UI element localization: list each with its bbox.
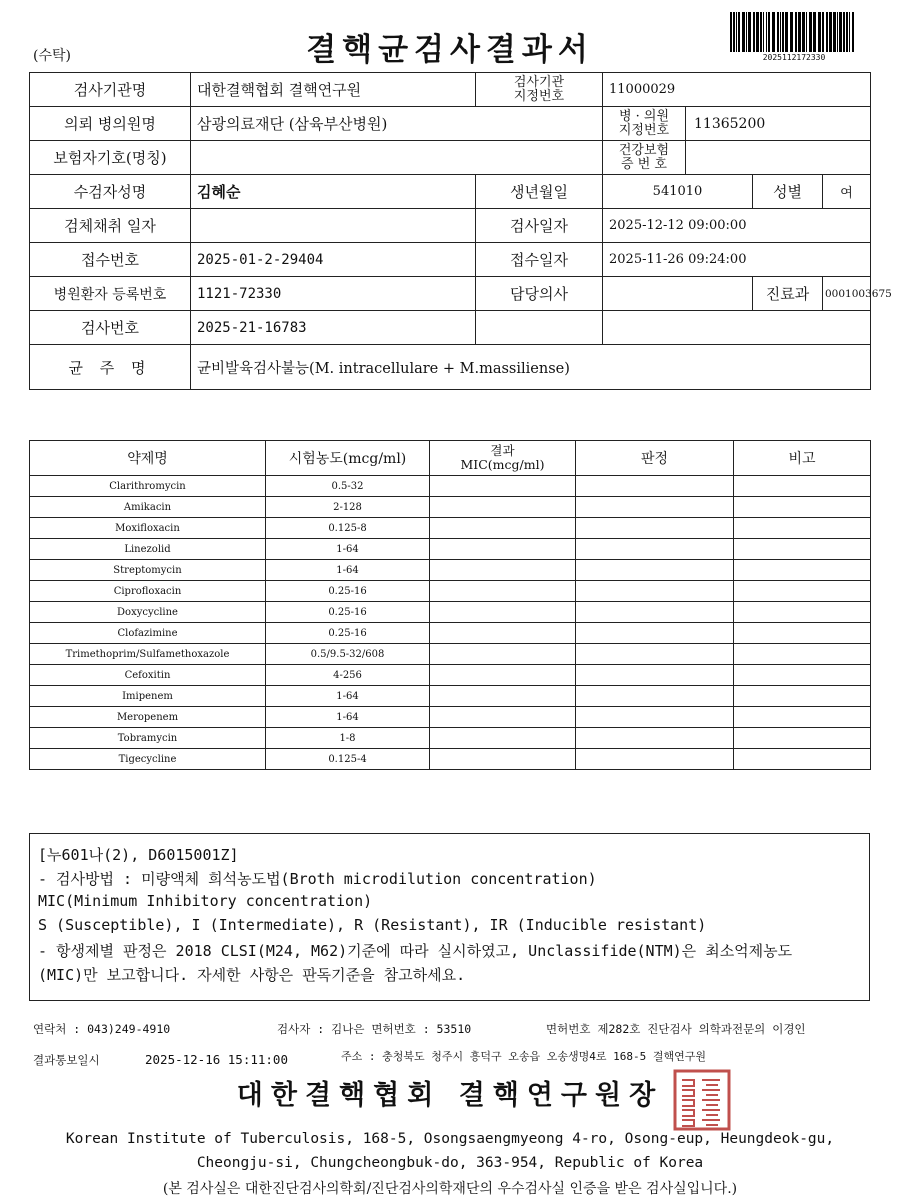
certification-text: (본 검사실은 대한진단검사의학회/진단검사의학재단의 우수검사실 인증을 받은 검사실입니다.) [162,1181,738,1197]
sex-label: 성별 [753,175,823,209]
drug-cell-mic [430,518,576,539]
report-label: 결과통보일시 [33,1053,100,1067]
test-date-value: 2025-12-12 09:00:00 [603,209,871,243]
drug-row [30,644,871,665]
drug-cell-remark [734,476,871,497]
drug-row [30,560,871,581]
receipt-date-label: 접수일자 [476,243,603,277]
drug-cell-mic [430,539,576,560]
drug-cell-conc: 1-64 [266,707,430,728]
drug-cell-mic [430,728,576,749]
report-time: 2025-12-16 15:11:00 [145,1052,288,1067]
patient-info-table [29,72,892,390]
note-line: - 검사방법 : 미량액체 희석농도법(Broth microdilution concentration) [38,870,597,888]
sex-value: 여 [823,175,871,209]
drug-cell-remark [734,686,871,707]
info-row-insurer [30,141,871,175]
barcode-image [730,12,858,52]
birth-value: 541010 [603,175,753,209]
drug-cell-conc: 1-64 [266,539,430,560]
drug-cell-drug: Streptomycin [30,560,266,581]
test-no-blank-2 [603,311,871,345]
contact-text: 연락처 : 043)249-4910 [33,1022,171,1036]
drug-cell-mic [430,581,576,602]
drug-cell-interp [576,476,734,497]
health-label: 건강보험 증 번 호 [603,141,686,174]
drug-row [30,497,871,518]
drug-cell-interp [576,560,734,581]
inst-code-label: 검사기관 지정번호 [476,73,603,107]
info-row-collect [30,209,871,243]
drug-cell-interp [576,749,734,770]
drug-cell-conc: 4-256 [266,665,430,686]
insurer-label: 보험자기호(명칭) [30,141,191,175]
patient-value: 김혜순 [191,175,476,209]
drug-cell-interp [576,707,734,728]
tester-text: 검사자 : 김나은 면허번호 : 53510 [277,1022,472,1036]
drug-row [30,476,871,497]
test-date-label: 검사일자 [476,209,603,243]
drug-cell-drug: Doxycycline [30,602,266,623]
conc-header: 시험농도(mcg/ml) [266,441,430,476]
drug-cell-conc: 0.125-8 [266,518,430,539]
info-row-hospital [30,107,871,141]
drug-cell-drug: Cefoxitin [30,665,266,686]
note-line: S (Susceptible), I (Intermediate), R (Resistant), IR (Inducible resistant) [38,916,707,934]
drug-cell-drug: Tigecycline [30,749,266,770]
test-no-value: 2025-21-16783 [191,311,476,345]
drug-cell-mic [430,707,576,728]
drug-cell-drug: Imipenem [30,686,266,707]
drug-susceptibility-table [29,440,871,770]
drug-cell-remark [734,539,871,560]
drug-cell-drug: Linezolid [30,539,266,560]
hosp-label: 의뢰 병의원명 [30,107,191,141]
drug-cell-mic [430,644,576,665]
collect-label: 검체채취 일자 [30,209,191,243]
drug-cell-conc: 2-128 [266,497,430,518]
official-seal-stamp [672,1068,732,1132]
drug-cell-remark [734,665,871,686]
drug-cell-mic [430,686,576,707]
interp-header: 판정 [576,441,734,476]
drug-cell-mic [430,476,576,497]
health-cell [603,141,871,175]
dept-value: 0001003675 [823,277,871,311]
test-no-label: 검사번호 [30,311,191,345]
drug-cell-conc: 0.25-16 [266,623,430,644]
info-row-patient [30,175,871,209]
drug-cell-drug: Amikacin [30,497,266,518]
drug-cell-interp [576,602,734,623]
document-title: 결핵균검사결과서 [306,32,594,68]
copy-mark: (수탁) [33,48,71,64]
drug-row [30,602,871,623]
drug-cell-interp [576,581,734,602]
drug-row [30,623,871,644]
drug-cell-drug: Clarithromycin [30,476,266,497]
drug-cell-remark [734,749,871,770]
drug-cell-mic [430,623,576,644]
info-row-test-no [30,311,871,345]
address-text: 주소 : 충청북도 청주시 흥덕구 오송읍 오송생명4로 168-5 결핵연구원 [341,1050,706,1063]
birth-label: 생년월일 [476,175,603,209]
specialist-text: 면허번호 제282호 진단검사 의학과전문의 이경인 [546,1022,806,1036]
reg-label: 병원환자 등록번호 [30,277,191,311]
reg-value: 1121-72330 [191,277,476,311]
drug-cell-mic [430,749,576,770]
drug-cell-remark [734,644,871,665]
doctor-label: 담당의사 [476,277,603,311]
drug-cell-conc: 0.5/9.5-32/608 [266,644,430,665]
organism-value: 균비발육검사불능(M. intracellulare + M.massiliense) [191,345,871,390]
doctor-value [603,277,753,311]
drug-header-row [30,441,871,476]
dept-label: 진료과 [753,277,823,311]
note-line: - 항생제별 판정은 2018 CLSI(M24, M62)기준에 따라 실시하였고, Unclassifide(NTM)은 최소억제농도 [38,942,793,960]
drug-cell-interp [576,644,734,665]
drug-row [30,707,871,728]
organism-label: 균 주 명 [30,345,191,390]
drug-row [30,518,871,539]
drug-cell-mic [430,602,576,623]
info-row-organism [30,345,871,390]
info-row-receipt [30,243,871,277]
drug-cell-conc: 0.125-4 [266,749,430,770]
drug-cell-drug: Tobramycin [30,728,266,749]
barcode-number: 2025112172330 [762,53,826,62]
drug-cell-remark [734,623,871,644]
drug-cell-remark [734,581,871,602]
drug-cell-drug: Clofazimine [30,623,266,644]
english-address-line-2: Cheongju-si, Chungcheongbuk-do, 363-954, Republic of Korea [196,1155,704,1171]
drug-cell-remark [734,560,871,581]
hosp-code-label: 병 · 의원 지정번호 [603,107,686,140]
patient-label: 수검자성명 [30,175,191,209]
note-line: MIC(Minimum Inhibitory concentration) [38,892,373,910]
drug-cell-remark [734,518,871,539]
insurer-value [191,141,603,175]
info-row-registration [30,277,871,311]
drug-header: 약제명 [30,441,266,476]
drug-cell-drug: Meropenem [30,707,266,728]
drug-cell-interp [576,728,734,749]
drug-cell-interp [576,623,734,644]
drug-row [30,728,871,749]
drug-cell-drug: Trimethoprim/Sulfamethoxazole [30,644,266,665]
english-address-line-1: Korean Institute of Tuberculosis, 168-5, Osongsaengmyeong 4-ro, Osong-eup, Heungdeok-gu, [65,1131,835,1147]
drug-cell-remark [734,602,871,623]
drug-cell-conc: 0.25-16 [266,581,430,602]
drug-cell-conc: 0.25-16 [266,602,430,623]
result-header: 결과 MIC(mcg/ml) [430,441,576,476]
drug-row [30,581,871,602]
inst-label: 검사기관명 [30,73,191,107]
hosp-code-cell [603,107,871,141]
drug-cell-interp [576,497,734,518]
receipt-no-value: 2025-01-2-29404 [191,243,476,277]
info-row-institution [30,73,871,107]
drug-cell-conc: 1-8 [266,728,430,749]
hosp-value: 삼광의료재단 (삼육부산병원) [191,107,603,141]
drug-cell-interp [576,665,734,686]
collect-value [191,209,476,243]
hosp-code-value: 11365200 [694,115,766,132]
drug-row [30,749,871,770]
receipt-date-value: 2025-11-26 09:24:00 [603,243,871,277]
drug-row [30,665,871,686]
drug-cell-drug: Moxifloxacin [30,518,266,539]
receipt-no-label: 접수번호 [30,243,191,277]
drug-cell-interp [576,539,734,560]
inst-value: 대한결핵협회 결핵연구원 [191,73,476,107]
drug-cell-remark [734,728,871,749]
drug-row [30,539,871,560]
drug-cell-remark [734,497,871,518]
note-line: (MIC)만 보고합니다. 자세한 사항은 판독기준을 참고하세요. [38,966,466,984]
test-no-blank-1 [476,311,603,345]
inst-code-value: 11000029 [603,73,871,107]
drug-cell-drug: Ciprofloxacin [30,581,266,602]
institute-name: 대한결핵협회 결핵연구원장 [236,1080,664,1111]
remark-header: 비고 [734,441,871,476]
drug-cell-conc: 1-64 [266,686,430,707]
drug-row [30,686,871,707]
note-line: [누601나(2), D6015001Z] [38,846,239,864]
drug-cell-mic [430,665,576,686]
notes-box [29,833,870,1001]
drug-cell-conc: 1-64 [266,560,430,581]
drug-cell-interp [576,518,734,539]
drug-cell-mic [430,497,576,518]
drug-cell-remark [734,707,871,728]
health-value [686,141,694,174]
drug-cell-conc: 0.5-32 [266,476,430,497]
drug-cell-interp [576,686,734,707]
drug-cell-mic [430,560,576,581]
